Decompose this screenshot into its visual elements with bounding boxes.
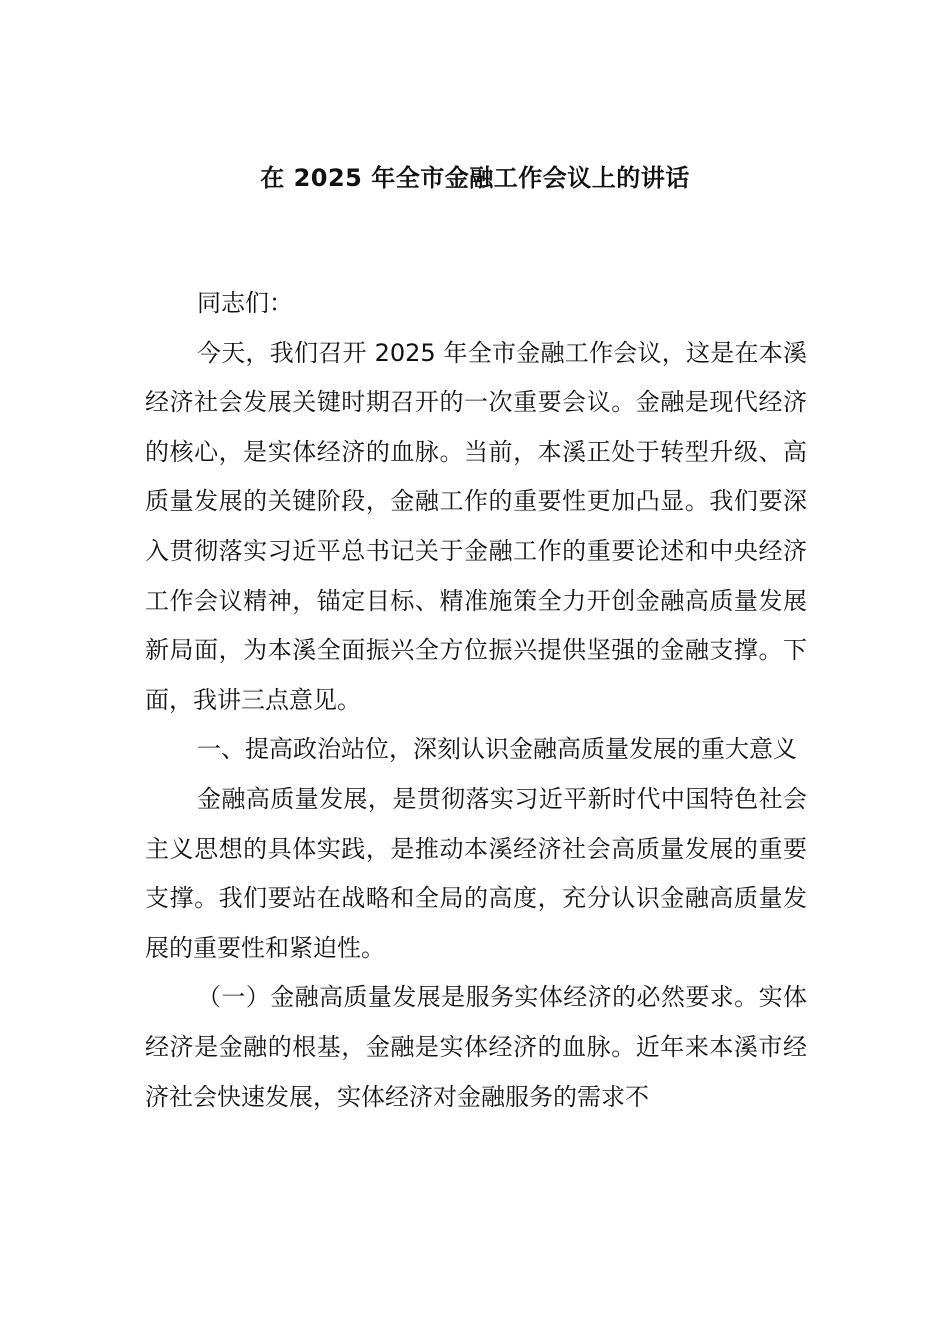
document-body	[145, 279, 807, 1122]
salutation: 同志们：	[197, 289, 293, 317]
paragraph-section-1: 金融高质量发展，是贯彻落实习近平新时代中国特色社会主义思想的具体实践，是推动本溪经济社会高质量发展的重要支撑。我们要站在战略和全局的高度，充分认识金融高质量发展的重要性和紧迫性。	[145, 784, 807, 962]
document-title: 在 2025 年全市金融工作会议上的讲话	[260, 164, 690, 192]
section-heading-1: 一、提高政治站位，深刻认识金融高质量发展的重大意义	[197, 735, 797, 764]
paragraph-subsection-1: （一）金融高质量发展是服务实体经济的必然要求。实体经济是金融的根基，金融是实体经济的血脉。近年来本溪市经济社会快速发展，实体经济对金融服务的需求不	[145, 983, 807, 1111]
paragraph-intro: 今天，我们召开 2025 年全市金融工作会议，这是在本溪经济社会发展关键时期召开的一次重要会议。金融是现代经济的核心，是实体经济的血脉。当前，本溪正处于转型升级、高质量发展的关键阶段，金融工作的重要性更加凸显。我们要深入贯彻落实习近平总书记关于金融工作的重要论述和中央经济工作会议精神，锚定目标、精准施策全力开创金融高质量发展新局面，为本溪全面振兴全方位振兴提供坚强的金融支撑。下面，我讲三点意见。	[145, 338, 807, 714]
